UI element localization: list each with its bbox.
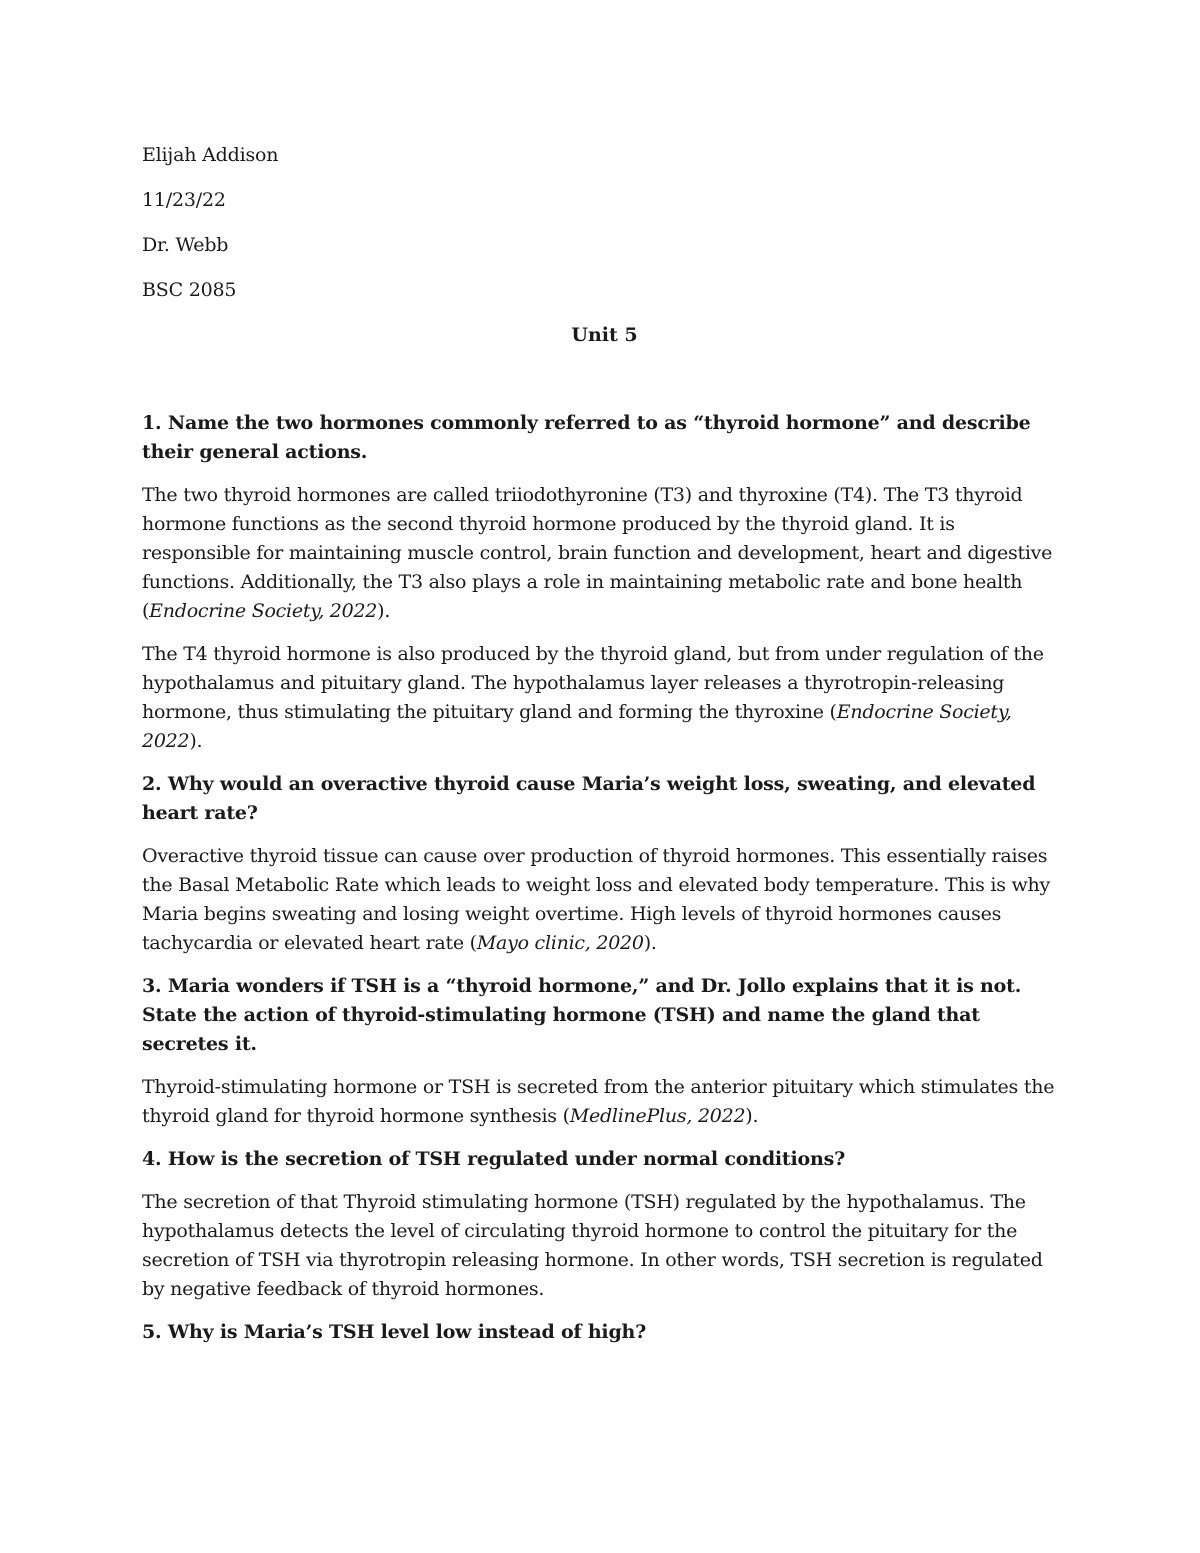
- document-title: Unit 5: [571, 324, 638, 346]
- citation: MedlinePlus, 2022: [569, 1105, 746, 1127]
- answer-text-end: ).: [643, 932, 657, 954]
- course-code: BSC 2085: [142, 279, 237, 301]
- answer-text-end: ).: [189, 730, 203, 752]
- answer-3-paragraph-1: [142, 1073, 1067, 1131]
- answer-1-paragraph-2: [142, 640, 1067, 756]
- question-3: 3. Maria wonders if TSH is a “thyroid hormone,” and Dr. Jollo explains that it is not. State the action of thyroid-stimulating hormone (TSH) and name the gland that secretes it.: [142, 975, 1022, 1055]
- answer-text: The T4 thyroid hormone is also produced by the thyroid gland, but from under regulation of the hypothalamus and pituitary gland. The hypothalamus layer releases a thyrotropin-releasing hormone, thus stimulating the pituitary gland and forming the thyroxine (: [142, 643, 1044, 723]
- question-5: 5. Why is Maria’s TSH level low instead of high?: [142, 1321, 647, 1343]
- question-1: 1. Name the two hormones commonly referred to as “thyroid hormone” and describe their general actions.: [142, 412, 1031, 463]
- instructor-name: Dr. Webb: [142, 234, 229, 256]
- answer-2-paragraph-1: [142, 842, 1067, 958]
- answer-text: Thyroid-stimulating hormone or TSH is secreted from the anterior pituitary which stimulates the thyroid gland for thyroid hormone synthesis (: [142, 1076, 1055, 1127]
- answer-text-end: ).: [377, 600, 391, 622]
- question-4: 4. How is the secretion of TSH regulated under normal conditions?: [142, 1148, 846, 1170]
- submission-date: 11/23/22: [142, 189, 226, 211]
- citation: Endocrine Society, 2022: [142, 701, 1012, 752]
- citation: Endocrine Society, 2022: [149, 600, 378, 622]
- citation: Mayo clinic, 2020: [476, 932, 644, 954]
- answer-1-paragraph-1: [142, 481, 1067, 626]
- document-content: [142, 140, 1067, 1361]
- student-name: Elijah Addison: [142, 144, 279, 166]
- answer-text: The two thyroid hormones are called triiodothyronine (T3) and thyroxine (T4). The T3 thyroid hormone functions as the second thyroid hormone produced by the thyroid gland. It is responsible for maintaining muscle control, brain function and development, heart and digestive functions. Additionally, the T3 also plays a role in maintaining metabolic rate and bone health (: [142, 484, 1053, 622]
- answer-text: Overactive thyroid tissue can cause over production of thyroid hormones. This essentially raises the Basal Metabolic Rate which leads to weight loss and elevated body temperature. This is why Maria begins sweating and losing weight overtime. High levels of thyroid hormones causes tachycardia or elevated heart rate (: [142, 845, 1051, 954]
- answer-4-paragraph-1: [142, 1188, 1067, 1304]
- question-2: 2. Why would an overactive thyroid cause Maria’s weight loss, sweating, and elevated heart rate?: [142, 773, 1036, 824]
- answer-text: The secretion of that Thyroid stimulating hormone (TSH) regulated by the hypothalamus. The hypothalamus detects the level of circulating thyroid hormone to control the pituitary for the secretion of TSH via thyrotropin releasing hormone. In other words, TSH secretion is regulated by negative feedback of thyroid hormones.: [142, 1191, 1043, 1300]
- answer-text-end: ).: [745, 1105, 759, 1127]
